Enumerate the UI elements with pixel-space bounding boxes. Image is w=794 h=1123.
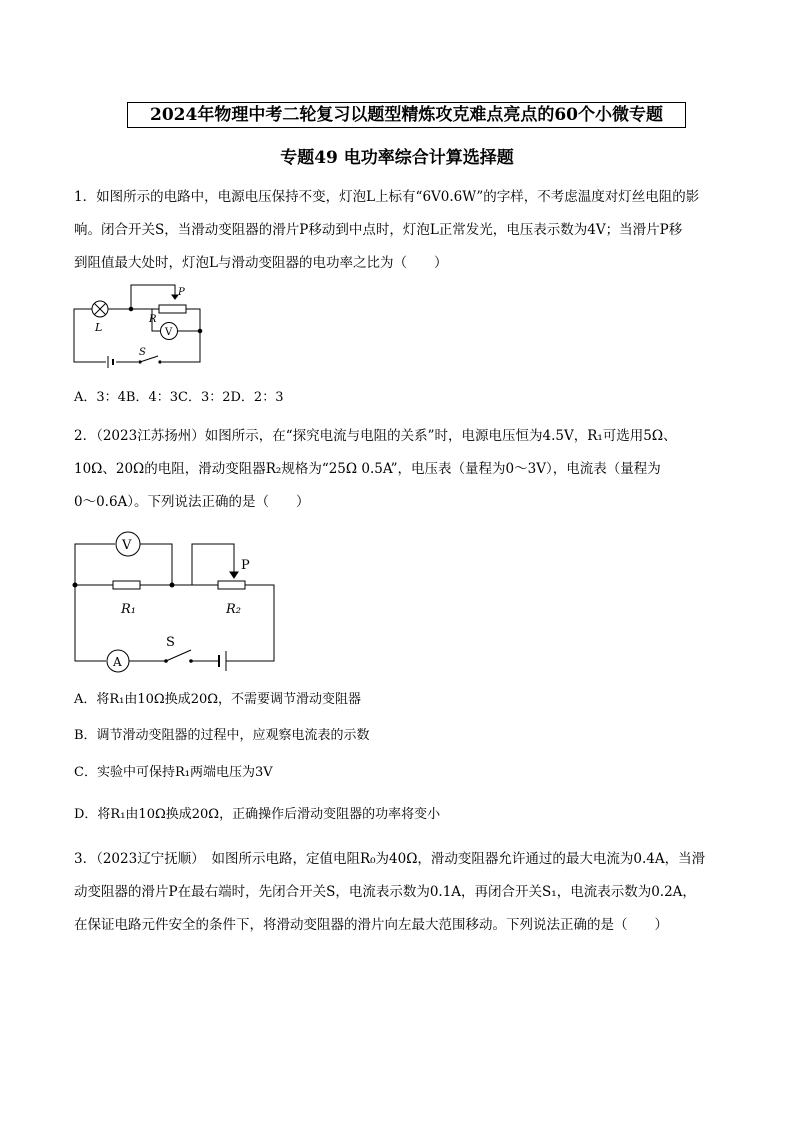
question-1-options: A．3：4B．4：3C．3：2D．2：3	[74, 390, 284, 405]
q2-slider-label: P	[241, 558, 250, 573]
question-1-circuit-diagram	[66, 278, 216, 378]
q1-switch-label: S	[139, 347, 146, 358]
q1-slider-label: P	[178, 287, 185, 298]
q1-lamp-label: L	[95, 321, 103, 334]
question-2-option-c: C．实验中可保持R₁两端电压为3V	[74, 765, 273, 780]
q2-switch-label: S	[166, 635, 175, 650]
q2-ammeter-label: A	[113, 655, 122, 669]
question-2-option-d: D．将R₁由10Ω换成20Ω，正确操作后滑动变阻器的功率将变小	[74, 807, 441, 822]
q2-voltmeter-label: V	[122, 538, 132, 553]
question-2-line: 2．（2023江苏扬州）如图所示，在“探究电流与电阻的关系”时，电源电压恒为4.5V，R₁可选用5Ω、	[74, 428, 677, 444]
q1-voltmeter-label: V	[165, 327, 173, 338]
question-2-option-a: A．将R₁由10Ω换成20Ω，不需要调节滑动变阻器	[74, 692, 362, 707]
question-3-line: 在保证电路元件安全的条件下，将滑动变阻器的滑片向左最大范围移动。下列说法正确的是（ ）	[74, 917, 668, 933]
q2-r1-label: R₁	[121, 602, 136, 617]
q1-rheostat-label: R	[149, 314, 157, 325]
question-3-line: 3．（2023辽宁抚顺） 如图所示电路，定值电阻R₀为40Ω，滑动变阻器允许通过的最大电流为0.4A，当滑	[74, 851, 706, 867]
topic-subtitle: 专题49 电功率综合计算选择题	[280, 148, 514, 168]
question-2-line: 0～0.6A）。下列说法正确的是（ ）	[74, 494, 310, 510]
question-2-line: 10Ω、20Ω的电阻，滑动变阻器R₂规格为“25Ω 0.5A”，电压表（量程为0～3V），电流表（量程为	[74, 461, 661, 477]
question-1-line: 到阻值最大处时，灯泡L与滑动变阻器的电功率之比为（ ）	[74, 255, 448, 271]
question-2-option-b: B．调节滑动变阻器的过程中，应观察电流表的示数	[74, 728, 370, 743]
question-2-text	[74, 420, 724, 519]
document-title: 2024年物理中考二轮复习以题型精炼攻克难点亮点的60个小微专题	[127, 102, 686, 128]
question-1-text	[74, 181, 724, 280]
q2-r2-label: R₂	[226, 602, 241, 617]
question-2-circuit-diagram	[66, 527, 286, 674]
question-1-line: 响。闭合开关S，当滑动变阻器的滑片P移动到中点时，灯泡L正常发光，电压表示数为4V；当滑片P移	[74, 222, 683, 238]
question-3-text	[74, 843, 724, 942]
question-1-line: 1．如图所示的电路中，电源电压保持不变，灯泡L上标有“6V0.6W”的字样，不考虑温度对灯丝电阻的影	[74, 189, 700, 205]
question-3-line: 动变阻器的滑片P在最右端时，先闭合开关S，电流表示数为0.1A，再闭合开关S₁，电流表示数为0.2A，	[74, 884, 696, 900]
